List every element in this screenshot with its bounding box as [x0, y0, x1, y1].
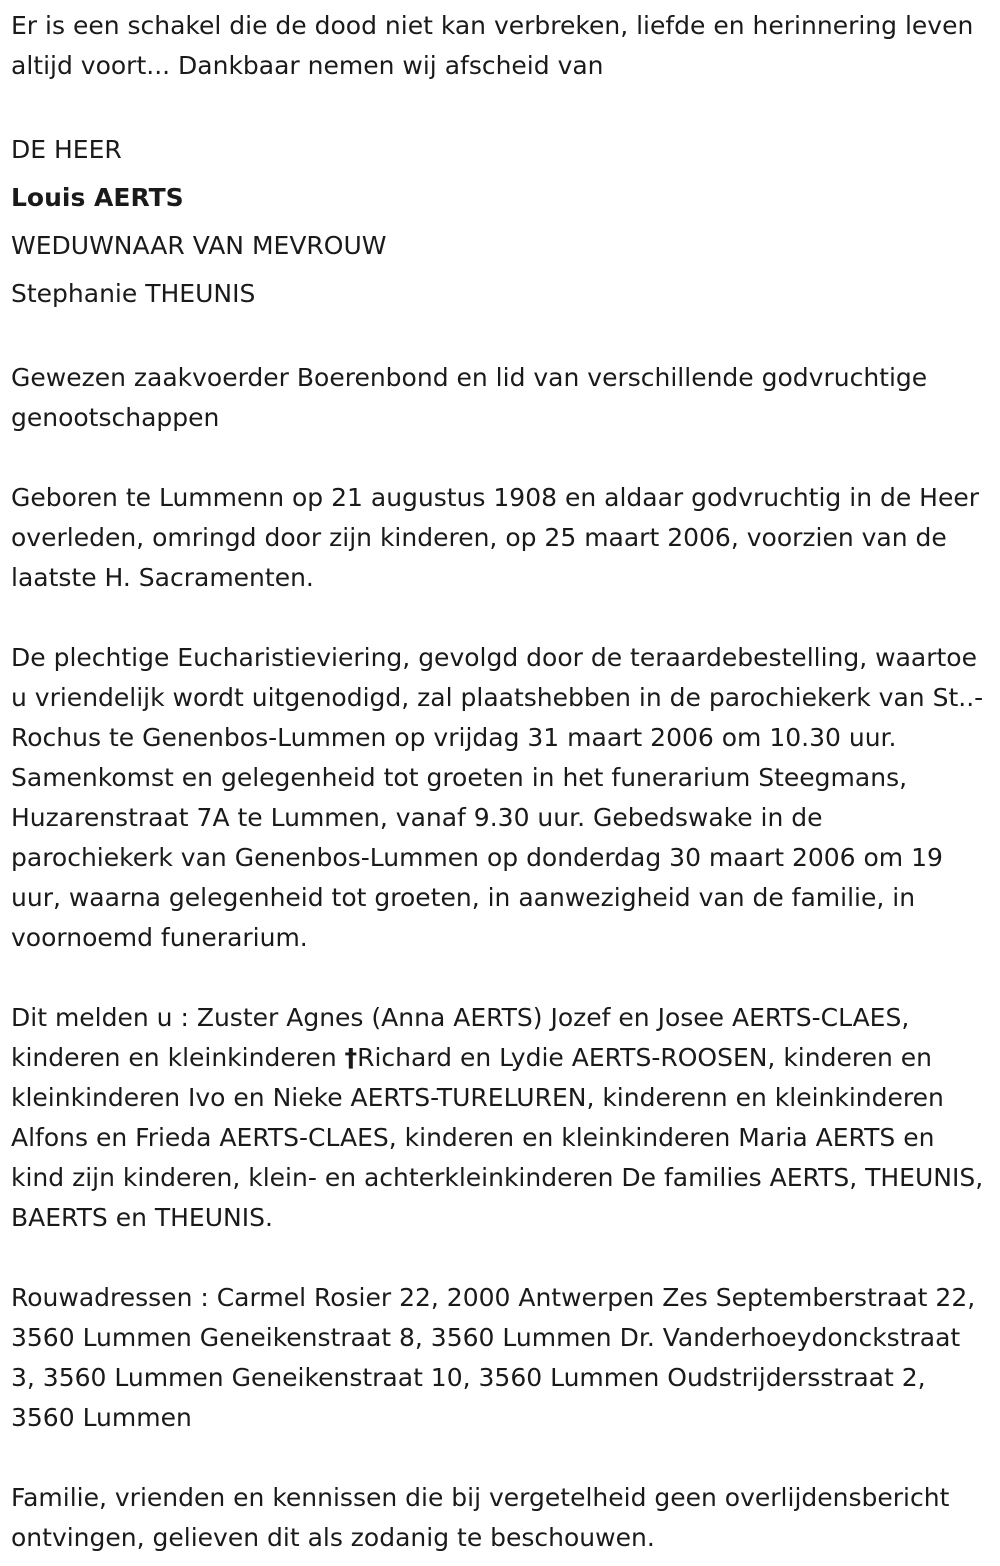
spouse-name: Stephanie THEUNIS — [11, 279, 256, 308]
family-text-part1: Dit melden u : Zuster Agnes (Anna AERTS) Jozef en Josee AERTS-CLAES, kinderen en kleinkinderen — [11, 1003, 910, 1072]
cross-icon: † — [344, 1043, 358, 1072]
birth-death-text: Geboren te Lummenn op 21 augustus 1908 en aldaar godvruchtig in de Heer overleden, omringd door zijn kinderen, op 25 maart 2006, voorzien van de laatste H. Sacramenten. — [11, 483, 980, 592]
family-text — [11, 998, 990, 1238]
spacer — [11, 318, 990, 358]
spacer — [11, 1238, 990, 1278]
spacer — [11, 438, 990, 478]
intro-text: Er is een schakel die de dood niet kan verbreken, liefde en herinnering leven altijd voort... Dankbaar nemen wij afscheid van — [11, 11, 974, 80]
addresses-text: Rouwadressen : Carmel Rosier 22, 2000 Antwerpen Zes Septemberstraat 22, 3560 Lummen Geneikenstraat 8, 3560 Lummen Dr. Vanderhoeydonckstraat 3, 3560 Lummen Geneikenstraat 10, 3560 Lummen Oudstrijdersstraat 2, 3560 Lummen — [11, 1283, 976, 1432]
spacer — [11, 598, 990, 638]
deceased-title: DE HEER — [11, 135, 122, 164]
occupation-text: Gewezen zaakvoerder Boerenbond en lid van verschillende godvruchtige genootschappen — [11, 363, 928, 432]
family-text-part2: Richard en Lydie AERTS-ROOSEN, kinderen en kleinkinderen Ivo en Nieke AERTS-TURELUREN, kinderenn en kleinkinderen Alfons en Frieda AERTS-CLAES, kinderen en kleinkinderen Maria AERTS en kind zijn kinderen, klein- en achterkleinkinderen De families AERTS, THEUNIS, BAERTS en THEUNIS. — [11, 1043, 984, 1232]
spacer — [11, 1438, 990, 1478]
closing-text: Familie, vrienden en kennissen die bij vergetelheid geen overlijdensbericht ontvingen, gelieven dit als zodanig te beschouwen. — [11, 1483, 950, 1552]
spacer — [11, 958, 990, 998]
deceased-name: Louis AERTS — [11, 183, 184, 212]
ceremony-text: De plechtige Eucharistieviering, gevolgd door de teraardebestelling, waartoe u vriendelijk wordt uitgenodigd, zal plaatshebben in de parochiekerk van St..-Rochus te Genenbos-Lummen op vrijdag 31 maart 2006 om 10.30 uur. Samenkomst en gelegenheid tot groeten in het funerarium Steegmans, Huzarenstraat 7A te Lummen, vanaf 9.30 uur. Gebedswake in de parochiekerk van Genenbos-Lummen op donderdag 30 maart 2006 om 19 uur, waarna gelegenheid tot groeten, in aanwezigheid van de familie, in voornoemd funerarium. — [11, 643, 984, 952]
spacer — [11, 86, 990, 126]
deceased-relation: WEDUWNAAR VAN MEVROUW — [11, 231, 387, 260]
